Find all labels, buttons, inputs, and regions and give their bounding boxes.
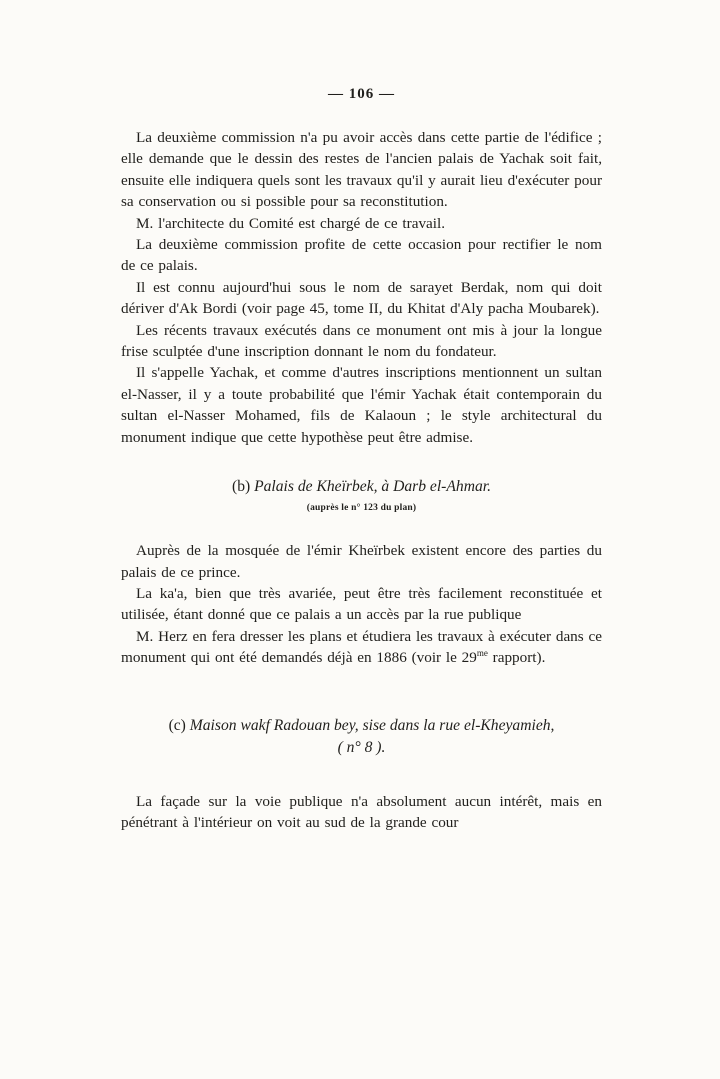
section-c-heading-line2: ( n° 8 ).	[337, 738, 386, 756]
paragraph-text: rapport).	[487, 649, 546, 667]
section-c-heading-line1	[121, 715, 602, 737]
superscript-ordinal: me	[476, 648, 488, 659]
section-b-heading-label: (b)	[232, 478, 251, 496]
section-c-heading-label: (c)	[168, 716, 186, 734]
paragraph: Les récents travaux exécutés dans ce monument ont mis à jour la longue frise sculptée d'une inscription donnant le nom du fondateur.	[121, 321, 602, 361]
paragraph: La deuxième commission profite de cette occasion pour rectifier le nom de ce palais.	[121, 236, 602, 275]
section-c-heading-title: Maison wakf Radouan bey, sise dans la rue el-Kheyamieh,	[185, 716, 555, 734]
paragraph: La deuxième commission n'a pu avoir accès dans cette partie de l'édifice ; elle demande que le dessin des restes de l'ancien palais de Yachak soit fait, ensuite elle indiquera quels sont les travaux qu'il y aurait lieu d'exécuter pour sa conservation ou si possible pour sa reconstitution.	[121, 129, 602, 211]
paragraph: La façade sur la voie publique n'a absolument aucun intérêt, mais en pénétrant à l'intérieur on voit au sud de la grande cour	[121, 792, 602, 831]
paragraph-text: M. Herz en fera dresser les plans et étudiera les travaux à exécuter dans ce monument qui ont été demandés déjà en 1886 (voir le 29	[121, 627, 602, 667]
section-b-heading	[121, 476, 602, 498]
page-number: — 106 —	[328, 86, 395, 102]
paragraph: Il est connu aujourd'hui sous le nom de sarayet Berdak, nom qui doit dériver d'Ak Bordi (voir page 45, tome II, du Khitat d'Aly pacha Moubarek).	[121, 278, 602, 318]
section-c-heading	[121, 715, 602, 759]
paragraph: M. l'architecte du Comité est chargé de ce travail.	[136, 214, 446, 232]
paragraph: Il s'appelle Yachak, et comme d'autres inscriptions mentionnent un sultan el-Nasser, il y a toute probabilité que l'émir Yachak était contemporain du sultan el-Nasser Mohamed, fils de Kalaoun ; le style architectural du monument indique que cette hypothèse peut être admise.	[121, 364, 602, 446]
section-b-plan-note: (auprès le n° 123 du plan)	[306, 503, 417, 514]
paragraph: Auprès de la mosquée de l'émir Kheïrbek existent encore des parties du palais de ce prince.	[121, 542, 602, 581]
paragraph	[121, 626, 602, 669]
section-b-heading-title: Palais de Kheïrbek, à Darb el-Ahmar.	[250, 478, 491, 496]
paragraph: La ka'a, bien que très avariée, peut être très facilement reconstituée et utilisée, étant donné que ce palais a un accès par la rue publique	[121, 584, 602, 624]
